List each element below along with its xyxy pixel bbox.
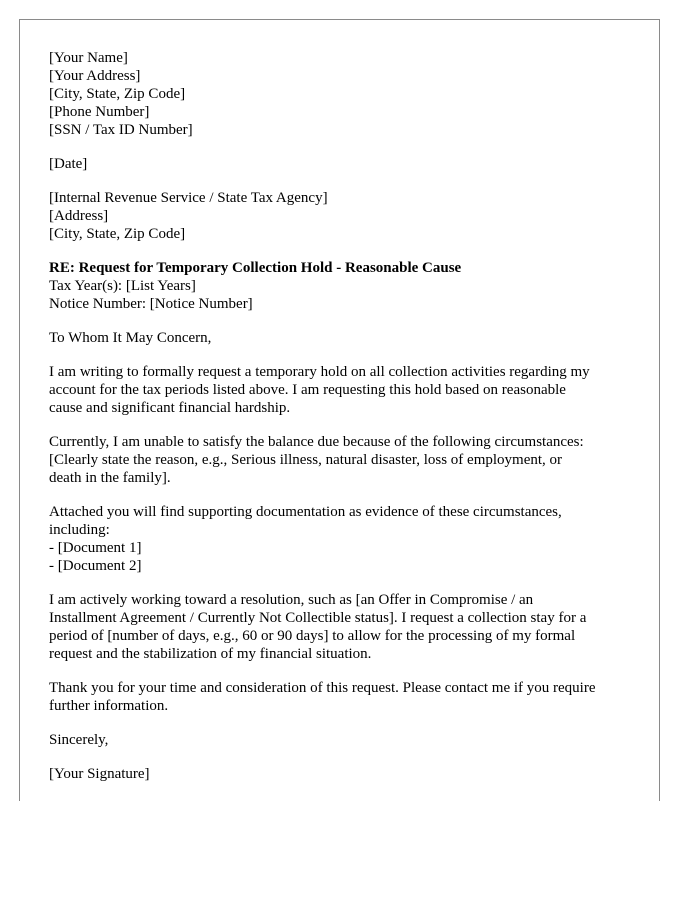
body-paragraph-3 — [49, 503, 649, 575]
document-list-item: - [Document 1] — [49, 540, 142, 556]
subject-re: RE: Request for Temporary Collection Hold - Reasonable Cause — [49, 260, 462, 276]
document-list-item: - [Document 2] — [49, 558, 142, 574]
sender-phone: [Phone Number] — [49, 104, 150, 120]
recipient-agency: [Internal Revenue Service / State Tax Agency] — [49, 190, 328, 206]
paragraph-line: Installment Agreement / Currently Not Collectible status]. I request a collection stay for a — [49, 610, 587, 626]
paragraph-line: Attached you will find supporting documentation as evidence of these circumstances, — [49, 504, 562, 520]
letter-date: [Date] — [49, 156, 88, 172]
subject-tax-years: Tax Year(s): [List Years] — [49, 278, 196, 294]
letter-page — [19, 19, 660, 801]
salutation-block — [49, 329, 649, 347]
subject-notice-number: Notice Number: [Notice Number] — [49, 296, 253, 312]
signature: [Your Signature] — [49, 766, 150, 782]
body-paragraph-2 — [49, 433, 649, 487]
sender-block — [49, 49, 649, 139]
paragraph-line: cause and significant financial hardship. — [49, 400, 291, 416]
salutation: To Whom It May Concern, — [49, 330, 212, 346]
paragraph-line: Currently, I am unable to satisfy the balance due because of the following circumstances: — [49, 434, 584, 450]
date-block — [49, 155, 649, 173]
sender-name: [Your Name] — [49, 50, 128, 66]
paragraph-line: further information. — [49, 698, 169, 714]
recipient-block — [49, 189, 649, 243]
body-paragraph-5 — [49, 679, 649, 715]
recipient-address: [Address] — [49, 208, 109, 224]
paragraph-line: period of [number of days, e.g., 60 or 90 days] to allow for the processing of my formal — [49, 628, 576, 644]
sender-city-state-zip: [City, State, Zip Code] — [49, 86, 186, 102]
paragraph-line: death in the family]. — [49, 470, 171, 486]
sender-ssn: [SSN / Tax ID Number] — [49, 122, 193, 138]
paragraph-line: Thank you for your time and consideration of this request. Please contact me if you require — [49, 680, 596, 696]
paragraph-line: [Clearly state the reason, e.g., Serious illness, natural disaster, loss of employment, or — [49, 452, 563, 468]
paragraph-line: including: — [49, 522, 110, 538]
paragraph-line: I am writing to formally request a temporary hold on all collection activities regarding my — [49, 364, 590, 380]
closing: Sincerely, — [49, 732, 109, 748]
letter-content — [49, 49, 649, 783]
paragraph-line: I am actively working toward a resolution, such as [an Offer in Compromise / an — [49, 592, 534, 608]
closing-block — [49, 731, 649, 749]
paragraph-line: request and the stabilization of my financial situation. — [49, 646, 372, 662]
paragraph-line: account for the tax periods listed above. I am requesting this hold based on reasonable — [49, 382, 566, 398]
recipient-city-state-zip: [City, State, Zip Code] — [49, 226, 186, 242]
subject-block — [49, 259, 649, 313]
signature-block — [49, 765, 649, 783]
body-paragraph-4 — [49, 591, 649, 663]
sender-address: [Your Address] — [49, 68, 141, 84]
body-paragraph-1 — [49, 363, 649, 417]
